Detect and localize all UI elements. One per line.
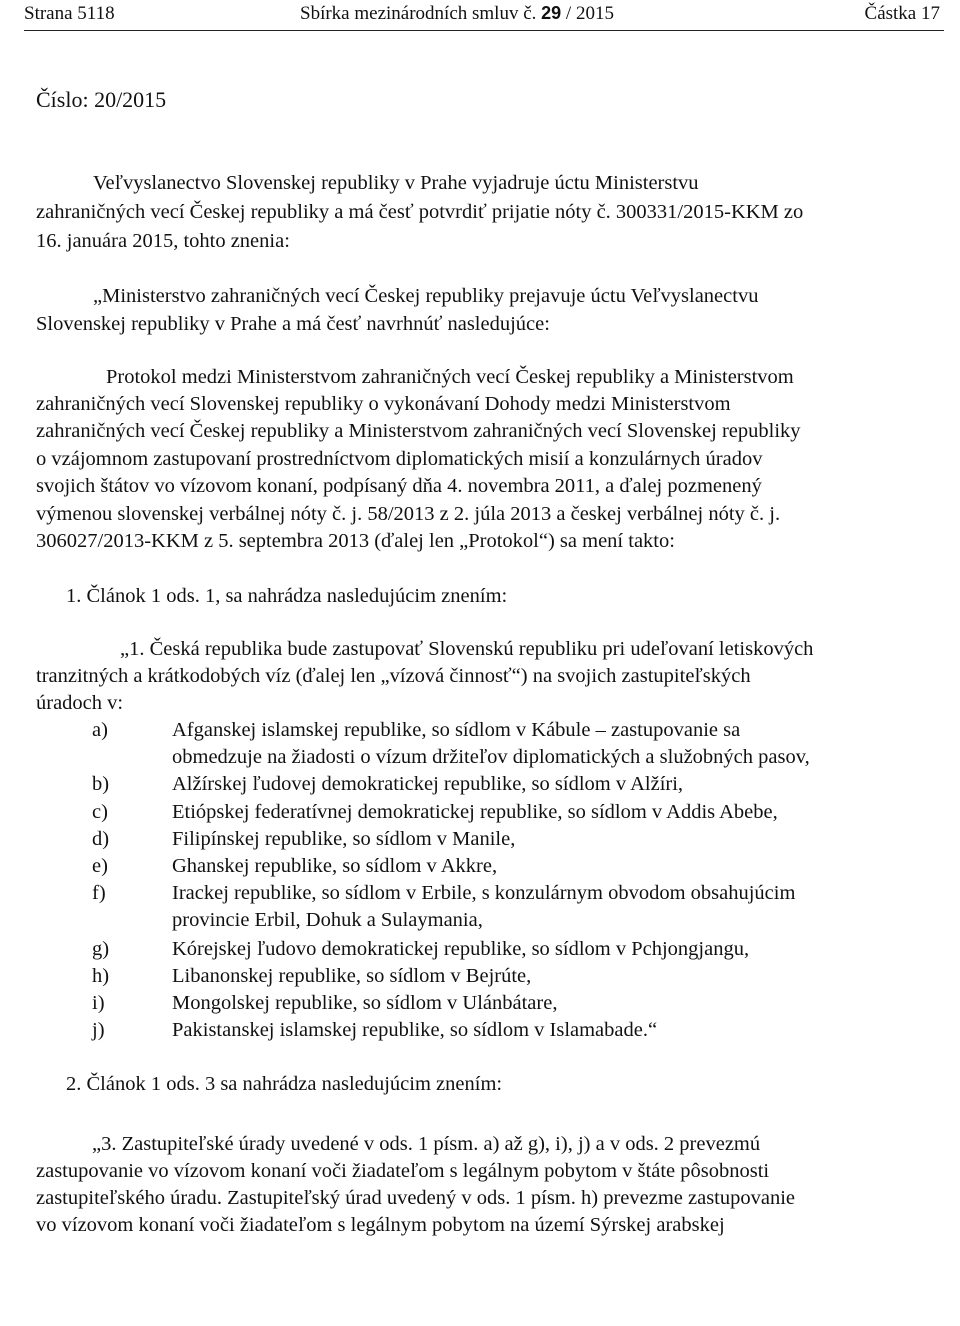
protocol-line: zahraničných vecí Slovenskej republiky o vykonávaní Dohody medzi Ministerstvom — [36, 393, 731, 415]
page-header — [24, 0, 944, 31]
paragraph-line: úradoch v: — [36, 692, 124, 714]
paragraph-line: „3. Zastupiteľské úrady uvedené v ods. 1 písm. a) až g), i), j) a v ods. 2 prevezmú — [92, 1133, 761, 1155]
change-heading: 2. Článok 1 ods. 3 sa nahrádza nasledujúcim znením: — [66, 1073, 503, 1095]
item-text: Alžírskej ľudovej demokratickej republike, so sídlom v Alžíri, — [172, 773, 684, 795]
paragraph-line: vo vízovom konaní voči žiadateľom s legálnym pobytom na území Sýrskej arabskej — [36, 1214, 725, 1236]
protocol-line: svojich štátov vo vízovom konaní, podpísaný dňa 4. novembra 2011, a ďalej pozmenený — [36, 475, 762, 497]
item-text: Filipínskej republike, so sídlom v Manile, — [172, 828, 516, 850]
protocol-line: 306027/2013-KKM z 5. septembra 2013 (ďalej len „Protokol“) sa mení takto: — [36, 530, 675, 552]
item-text: Libanonskej republike, so sídlom v Bejrúte, — [172, 965, 532, 987]
item-label: c) — [92, 801, 108, 823]
item-label: h) — [92, 965, 110, 987]
item-text: obmedzuje na žiadosti o vízum držiteľov diplomatických a služobných pasov, — [172, 746, 810, 768]
protocol-line: zahraničných vecí Českej republiky a Ministerstvom zahraničných vecí Slovenskej republiky — [36, 420, 801, 442]
paragraph-line: zastupiteľského úradu. Zastupiteľský úrad uvedený v ods. 1 písm. h) prevezme zastupovanie — [36, 1187, 796, 1209]
collection-year: / 2015 — [565, 3, 614, 24]
item-label: i) — [92, 992, 105, 1014]
paragraph-line: zastupovanie vo vízovom konaní voči žiadateľom s legálnym pobytom v štáte pôsobnosti — [36, 1160, 770, 1182]
item-text: Kórejskej ľudovo demokratickej republike, so sídlom v Pchjongjangu, — [172, 938, 750, 960]
collection-prefix: Sbírka mezinárodních smluv č. — [300, 3, 537, 24]
item-text: provincie Erbil, Dohuk a Sulaymania, — [172, 909, 483, 931]
protocol-line: o vzájomnom zastupovaní prostredníctvom diplomatických misií a konzulárnych úradov — [36, 448, 763, 470]
intro-line: Veľvyslanectvo Slovenskej republiky v Prahe vyjadruje úctu Ministerstvu — [93, 172, 699, 194]
item-label: d) — [92, 828, 110, 850]
protocol-line: Protokol medzi Ministerstvom zahraničných vecí Českej republiky a Ministerstvom — [106, 366, 794, 388]
paragraph-line: „1. Česká republika bude zastupovať Slovenskú republiku pri udeľovaní letiskových — [120, 638, 814, 660]
item-text: Pakistanskej islamskej republike, so sídlom v Islamabade.“ — [172, 1019, 658, 1041]
item-label: a) — [92, 719, 108, 741]
collection-title — [300, 3, 614, 25]
item-text: Mongolskej republike, so sídlom v Ulánbátare, — [172, 992, 558, 1014]
item-text: Ghanskej republike, so sídlom v Akkre, — [172, 855, 498, 877]
part-number: Částka 17 — [864, 3, 940, 24]
item-label: b) — [92, 773, 110, 795]
quote-intro-line: „Ministerstvo zahraničných vecí Českej republiky prejavuje úctu Veľvyslanectvu — [93, 285, 759, 307]
collection-number: 29 — [541, 3, 562, 23]
intro-line: zahraničných vecí Českej republiky a má česť potvrdiť prijatie nóty č. 300331/2015-KKM zo — [36, 201, 804, 223]
protocol-line: výmenou slovenskej verbálnej nóty č. j. 58/2013 z 2. júla 2013 a českej verbálnej nóty č. j. — [36, 503, 781, 525]
item-text: Etiópskej federatívnej demokratickej republike, so sídlom v Addis Abebe, — [172, 801, 778, 823]
document-number: Číslo: 20/2015 — [36, 87, 167, 112]
item-label: g) — [92, 938, 110, 960]
item-text: Irackej republike, so sídlom v Erbile, s konzulárnym obvodom obsahujúcim — [172, 882, 796, 904]
paragraph-line: tranzitných a krátkodobých víz (ďalej len „vízová činnosť“) na svojich zastupiteľských — [36, 665, 751, 687]
quote-intro-line: Slovenskej republiky v Prahe a má česť navrhnúť nasledujúce: — [36, 313, 550, 335]
item-label: f) — [92, 882, 106, 904]
page-number: Strana 5118 — [24, 3, 115, 24]
item-text: Afganskej islamskej republike, so sídlom v Kábule – zastupovanie sa — [172, 719, 741, 741]
change-heading: 1. Článok 1 ods. 1, sa nahrádza nasledujúcim znením: — [66, 585, 508, 607]
intro-line: 16. januára 2015, tohto znenia: — [36, 230, 290, 252]
item-label: j) — [92, 1019, 105, 1041]
item-label: e) — [92, 855, 108, 877]
